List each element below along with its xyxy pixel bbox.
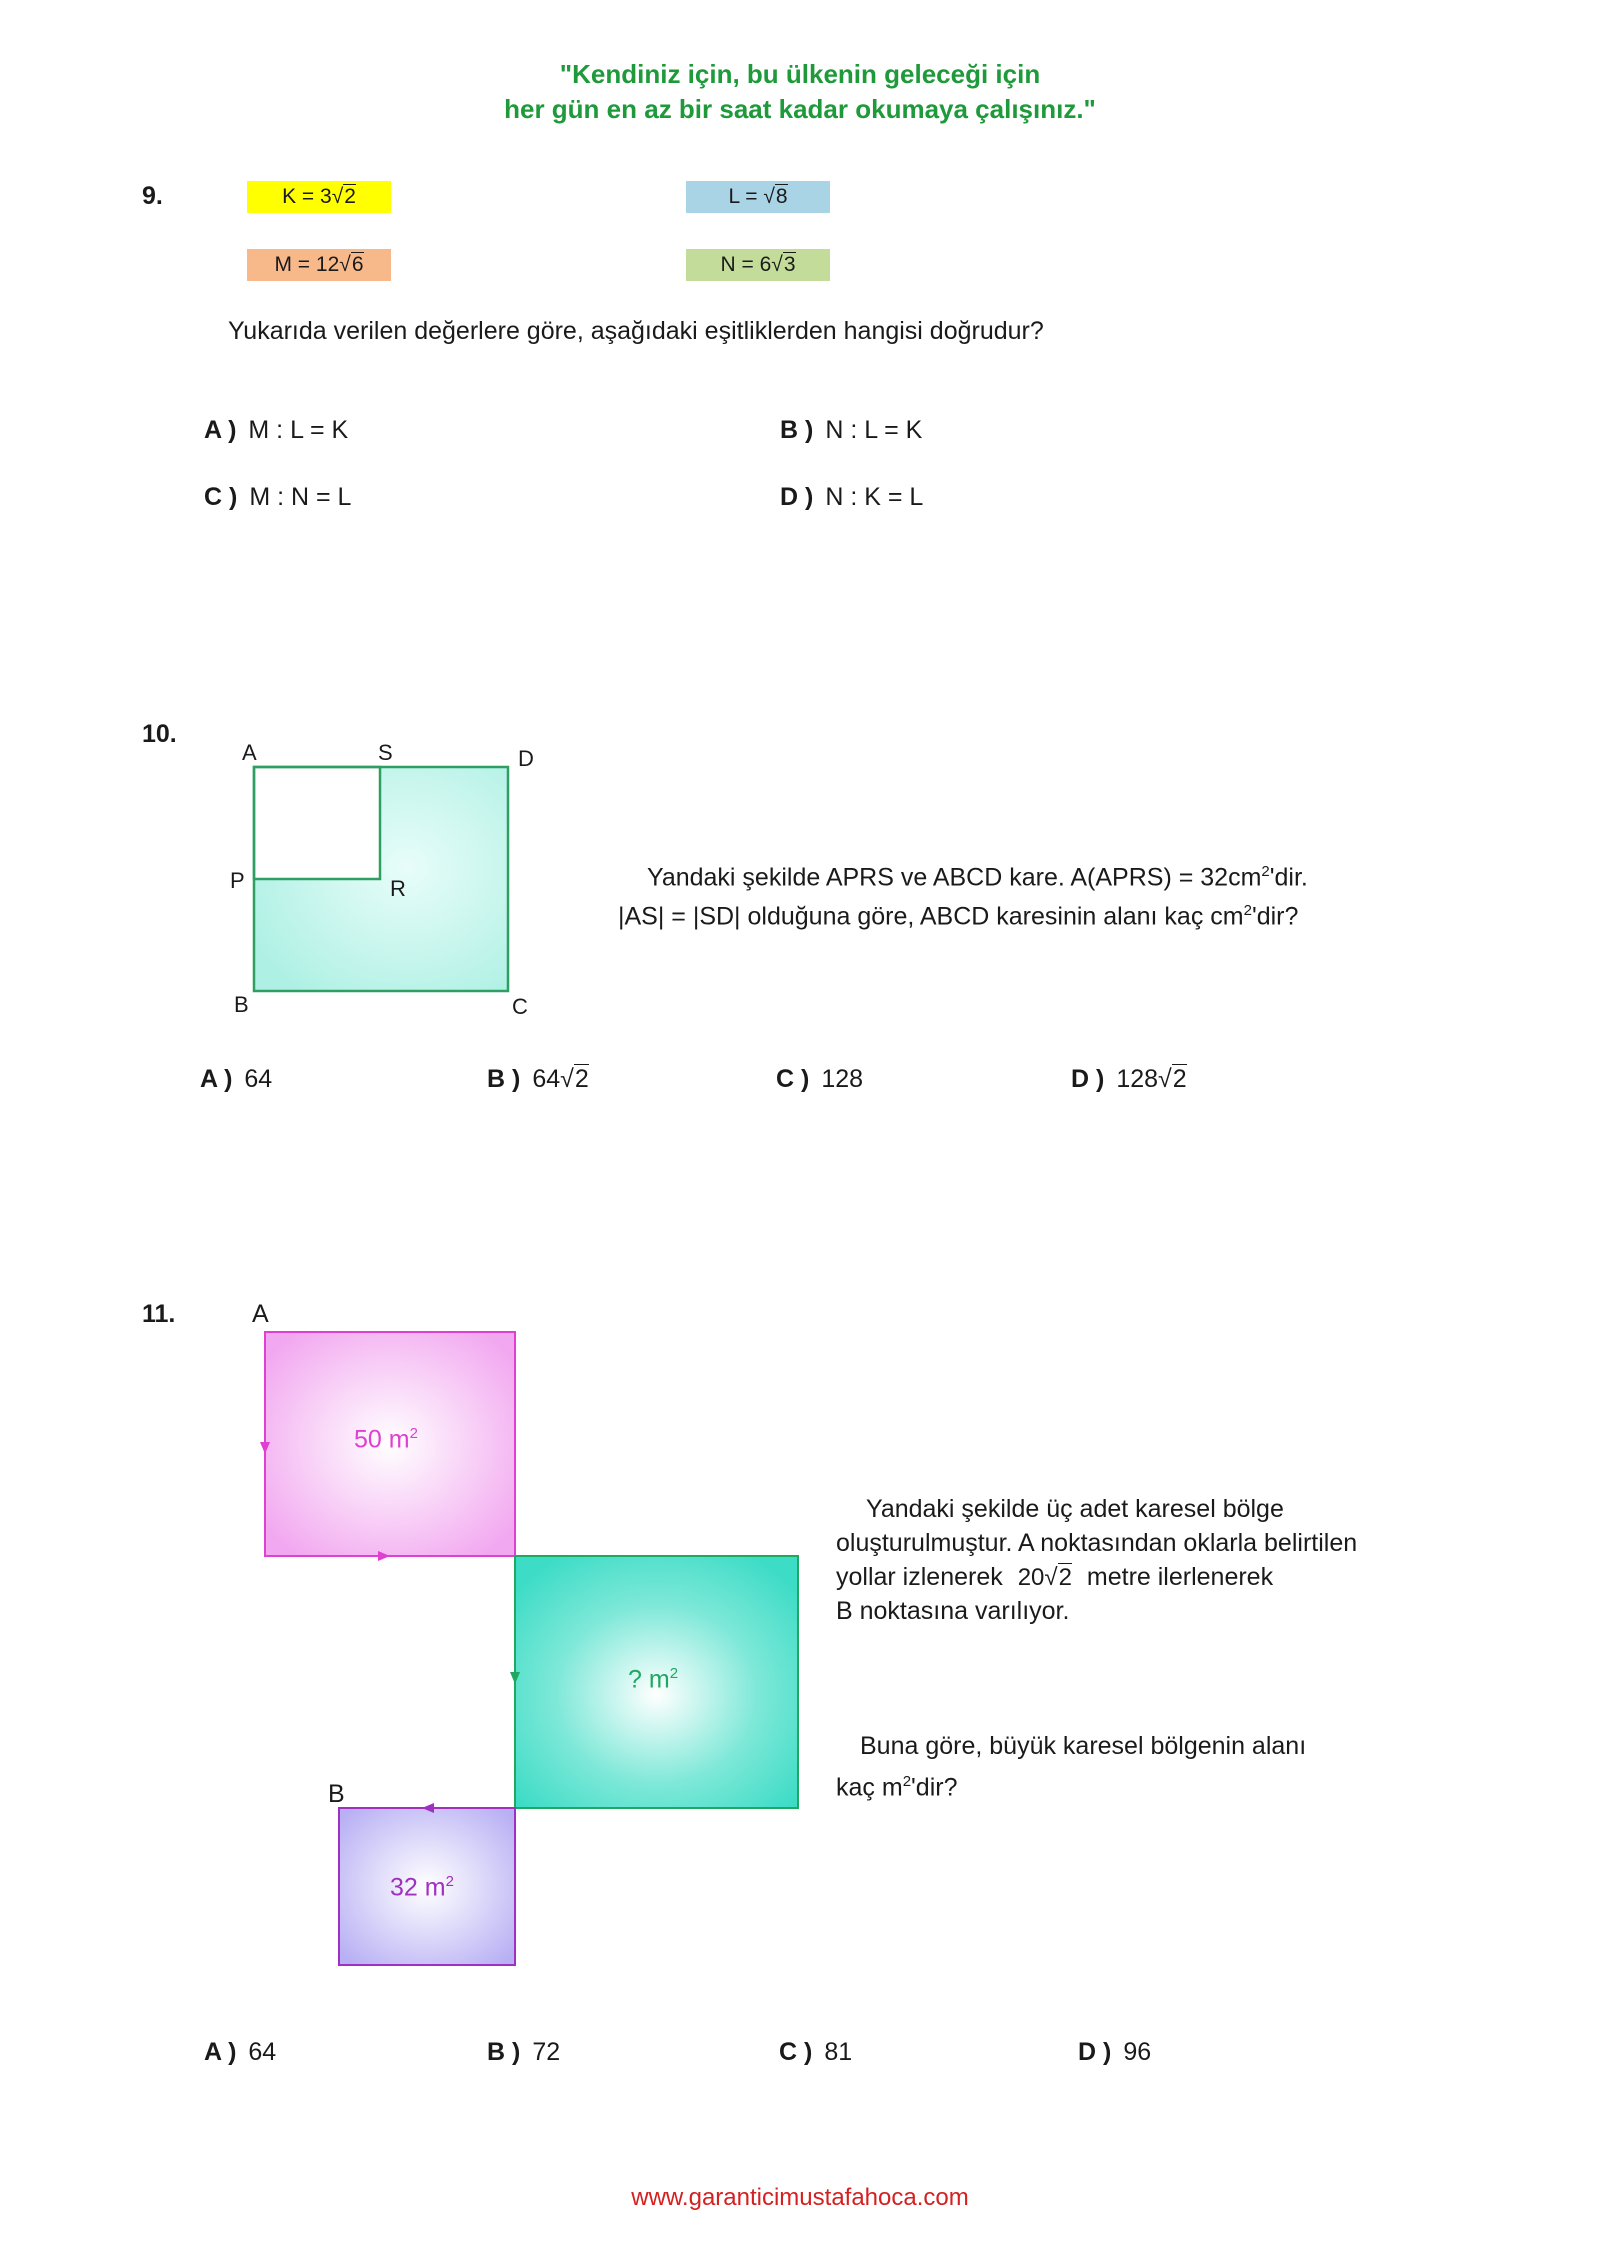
question-9-text: Yukarıda verilen değerlere göre, aşağıdaki eşitliklerden hangisi doğrudur? <box>228 317 1044 345</box>
q11-q-line2-text: kaç m <box>836 1773 903 1802</box>
square-unknown-unit-sup: 2 <box>669 1665 679 1682</box>
q9-option-c-letter: C ) <box>204 483 238 511</box>
value-box-n-radicand: 3 <box>783 253 796 276</box>
motto-line-1: "Kendiniz için, bu ülkenin geleceği için <box>559 59 1041 89</box>
square-32-unit-sup: 2 <box>445 1873 454 1890</box>
q11-q-line2-sup: 2 <box>902 1773 912 1790</box>
q10-option-b-text: 64 <box>532 1065 561 1093</box>
label-r: R <box>390 876 406 901</box>
label-d: D <box>518 746 534 771</box>
q11-option-d-letter: D ) <box>1078 2038 1112 2066</box>
q11-line3-text: yollar izlenerek <box>836 1563 1003 1591</box>
q10-option-d-text: 128 <box>1116 1065 1159 1093</box>
q11-question-line-2 <box>836 1763 958 1806</box>
q10-option-b-radicand: 2 <box>574 1065 589 1093</box>
value-box-l-label: L = <box>728 185 764 208</box>
value-box-l: L = √8 <box>686 181 830 213</box>
q11-text-line-2: oluşturulmuştur. A noktasından oklarla belirtilen <box>836 1529 1358 1557</box>
q11-option-d[interactable] <box>1078 2038 1151 2067</box>
q11-option-b-letter: B ) <box>487 2038 521 2066</box>
q9-option-c[interactable] <box>204 483 351 512</box>
q10-option-a-letter: A ) <box>200 1065 233 1093</box>
q10-line1-suffix: 'dir. <box>1269 863 1308 892</box>
label-a: A <box>242 740 257 765</box>
q9-option-b-letter: B ) <box>780 416 814 444</box>
q10-option-d-radicand: 2 <box>1172 1065 1187 1093</box>
point-b-label: B <box>328 1780 345 1808</box>
distance-value: 20√2 <box>1017 1564 1072 1591</box>
value-box-m-label: M = 12 <box>274 253 340 276</box>
square-50-value: 50 m <box>354 1425 410 1454</box>
square-50-unit-sup: 2 <box>409 1425 418 1442</box>
q11-option-a[interactable] <box>204 2038 276 2067</box>
q11-text-line-4: B noktasına varılıyor. <box>836 1597 1070 1625</box>
q11-option-b[interactable] <box>487 2038 560 2067</box>
motto-line-2: her gün en az bir saat kadar okumaya çalışınız." <box>504 94 1096 124</box>
distance-coefficient: 20 <box>1017 1564 1045 1591</box>
q11-option-a-letter: A ) <box>204 2038 237 2066</box>
q10-line1-sup: 2 <box>1261 863 1270 880</box>
q10-line2-text: |AS| = |SD| olduğuna göre, ABCD karesinin alanı kaç cm <box>618 902 1244 931</box>
question-9-number: 9. <box>142 182 163 210</box>
square-unknown-value: ? m <box>628 1665 670 1694</box>
point-a-label: A <box>252 1300 269 1328</box>
q9-option-b-text: N : L = K <box>825 416 923 444</box>
three-squares-figure <box>250 1320 810 1980</box>
q11-line3-suffix: metre ilerlenerek <box>1086 1563 1274 1591</box>
q9-option-d-letter: D ) <box>780 483 814 511</box>
q9-option-d[interactable] <box>780 483 923 512</box>
q11-option-c-letter: C ) <box>779 2038 813 2066</box>
square-32-label <box>390 1873 454 1902</box>
question-10-line-1 <box>647 853 1308 896</box>
q11-option-a-text: 64 <box>248 2038 277 2066</box>
q10-line2-suffix: 'dir? <box>1251 902 1299 931</box>
square-unknown-label <box>628 1665 678 1694</box>
q11-text-line-1: Yandaki şekilde üç adet karesel bölge <box>866 1495 1284 1523</box>
q11-option-c-text: 81 <box>824 2038 853 2066</box>
label-c: C <box>512 994 528 1019</box>
q10-option-b-letter: B ) <box>487 1065 521 1093</box>
value-box-m-radicand: 6 <box>351 253 364 276</box>
square-aprs <box>254 767 380 879</box>
q10-line1-text: Yandaki şekilde APRS ve ABCD kare. A(APRS) = 32cm <box>647 863 1262 892</box>
value-box-l-radicand: 8 <box>775 185 788 208</box>
q10-option-d-letter: D ) <box>1071 1065 1105 1093</box>
value-box-k-label: K = 3 <box>282 185 332 208</box>
square-32-value: 32 m <box>390 1873 446 1902</box>
q9-option-a[interactable] <box>204 416 348 445</box>
q11-question-line-1: Buna göre, büyük karesel bölgenin alanı <box>860 1732 1307 1760</box>
q10-option-c-text: 128 <box>821 1065 864 1093</box>
q10-option-c-letter: C ) <box>776 1065 810 1093</box>
value-box-k-radicand: 2 <box>344 185 356 208</box>
q11-option-c[interactable] <box>779 2038 852 2067</box>
q10-option-c[interactable] <box>776 1065 863 1094</box>
q11-option-d-text: 96 <box>1123 2038 1152 2066</box>
value-box-m: M = 12√6 <box>247 249 391 281</box>
distance-radicand: 2 <box>1058 1564 1072 1591</box>
q9-option-d-text: N : K = L <box>825 483 924 511</box>
question-10-number: 10. <box>142 720 177 748</box>
q10-option-d[interactable]: D ) 128√2 <box>1071 1065 1187 1093</box>
value-box-n: N = 6√3 <box>686 249 830 281</box>
footer-website-link[interactable]: www.garanticimustafahoca.com <box>631 2184 969 2211</box>
q10-option-b[interactable]: B ) 64√2 <box>487 1065 589 1093</box>
q11-q-line2-suffix: 'dir? <box>911 1773 958 1802</box>
label-b: B <box>234 992 249 1017</box>
q9-option-a-text: M : L = K <box>248 416 349 444</box>
q10-option-a[interactable] <box>200 1065 272 1094</box>
label-p: P <box>230 868 245 893</box>
q11-option-b-text: 72 <box>532 2038 561 2066</box>
value-box-n-label: N = 6 <box>720 253 772 276</box>
q9-option-c-text: M : N = L <box>249 483 352 511</box>
value-box-k: K = 3√2 <box>247 181 391 213</box>
question-10-line-2 <box>618 892 1298 935</box>
q9-option-a-letter: A ) <box>204 416 237 444</box>
q9-option-b[interactable] <box>780 416 922 445</box>
q10-option-a-text: 64 <box>244 1065 273 1093</box>
question-11-number: 11. <box>142 1300 176 1328</box>
label-s: S <box>378 740 393 765</box>
square-50-label <box>354 1425 418 1454</box>
q10-line2-sup: 2 <box>1243 902 1252 919</box>
